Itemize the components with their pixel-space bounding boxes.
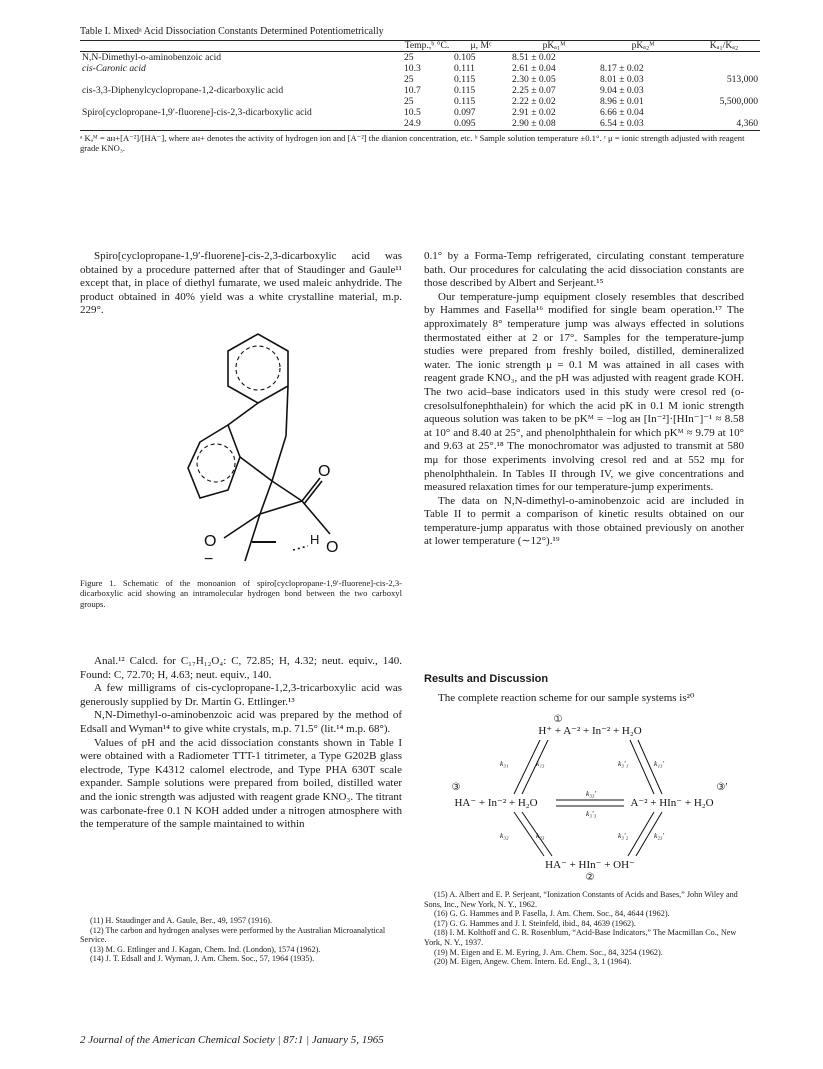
- bond: [260, 481, 272, 514]
- rate-constant: k₂₃: [536, 831, 545, 840]
- table-cell: 2.90 ± 0.08: [512, 118, 556, 129]
- left-footnotes: [80, 916, 402, 964]
- left-column-bottom: [80, 655, 402, 832]
- rate-constant: k₃₃′: [586, 789, 597, 798]
- table-row: [80, 63, 760, 74]
- right-column: [424, 250, 744, 549]
- page-footer: 2 Journal of the American Chemical Society | 87:1 | January 5, 1965: [80, 1034, 384, 1046]
- bond: [302, 478, 320, 501]
- bond: [286, 386, 288, 436]
- bond: [245, 514, 260, 561]
- rate-constant: k₃′₃: [586, 809, 597, 818]
- figure-1-structure: [180, 318, 380, 580]
- col-header-pka1: pKₐ₁ᴹ: [542, 40, 566, 51]
- rate-constant: k₂₃′: [654, 831, 665, 840]
- equilibrium-arrow: [628, 812, 654, 856]
- footnote: (16) G. G. Hammes and P. Fasella, J. Am. Chem. Soc., 84, 4644 (1962).: [434, 909, 670, 919]
- footnote: (13) M. G. Ettlinger and J. Kagan, Chem. Ind. (London), 1574 (1962).: [90, 944, 321, 954]
- state-1: H⁺ + A⁻² + In⁻² + H₂O: [538, 725, 642, 737]
- table-row: [80, 85, 760, 96]
- table-cell: 8.51 ± 0.02: [512, 52, 556, 63]
- table-cell: cis-3,3-Diphenylcyclopropane-1,2-dicarboxylic acid: [82, 85, 284, 96]
- table-cell: 24.9: [404, 118, 421, 129]
- table-cell: [598, 52, 688, 63]
- table-row: [80, 52, 760, 63]
- paragraph: Anal.¹² Calcd. for C₁₇H₁₂O₄: C, 72.85; H, 4.32; neut. equiv., 140. Found: C, 72.70; H, 4.63; neut. equiv., 140.: [80, 655, 402, 681]
- rate-constant: k₁₃′: [654, 759, 665, 768]
- paragraph: Values of pH and the acid dissociation constants shown in Table I were obtained with a Radiometer TTT-1 titrimeter, a Type G202B glass electrode, Type K4312 calomel electrode, and Type PHA 630T scale expander. Sample solutions were prepared from boiled, distilled water and the ionic strength was adjusted with reagent grade KNO₃. The titrant was carbonate-free 0.1 N KOH added under a nitrogen atmosphere with the temperature of the sample maintained to within: [80, 736, 402, 831]
- paragraph: The complete reaction scheme for our sample systems is²⁰: [438, 692, 695, 704]
- paragraph: 0.1° by a Forma-Temp refrigerated, circulating constant temperature bath. Our procedures for calculating the acid dissociation constants are those described by Albert and Serjeant.¹⁵: [424, 250, 744, 290]
- atom-label: H: [310, 532, 320, 547]
- footnote: (18) I. M. Kolthoff and C. R. Rosenblum, “Acid-Base Indicators,” The Macmillan Co., New York, N. Y., 1937.: [424, 928, 737, 947]
- section-heading: Results and Discussion: [424, 673, 549, 685]
- bond: [272, 481, 302, 501]
- bond: [304, 481, 322, 504]
- bond: [272, 436, 286, 481]
- table-cell: N,N-Dimethyl-o-aminobenzoic acid: [82, 52, 222, 63]
- table-cell: 2.61 ± 0.04: [512, 63, 556, 74]
- figure-caption: Figure 1. Schematic of the monoanion of spiro[cyclopropane-1,9′-fluorene]-cis-2,3-dicarboxylic acid showing an intramolecular hydrogen bond between the two carboxyl groups.: [80, 578, 402, 609]
- footnote: (20) M. Eigen, Angew. Chem. Intern. Ed. Engl., 3, 1 (1964).: [434, 957, 632, 967]
- col-header-ionic-strength: μ, Mᶜ: [470, 40, 492, 51]
- rate-constant: k₃′₁: [618, 759, 629, 768]
- table-cell: 25: [404, 74, 414, 85]
- lower-benzene-ring: [188, 425, 240, 498]
- rate-constant: k₁₃: [536, 759, 545, 768]
- upper-benzene-ring: [228, 334, 288, 403]
- table-i: [80, 26, 760, 153]
- table-cell: [688, 107, 760, 118]
- paragraph: N,N-Dimethyl-o-aminobenzoic acid was prepared by the method of Edsall and Wyman¹⁴ to give white crystals, m.p. 71.5° (lit.¹⁴ m.p. 68°).: [80, 709, 402, 735]
- hydrogen-bond: [293, 546, 308, 550]
- state-3-prime: A⁻² + HIn⁻ + H₂O: [630, 797, 714, 809]
- table-cell: 10.5: [404, 107, 421, 118]
- table-cell: 0.095: [454, 118, 476, 129]
- footnote: (14) J. T. Edsall and J. Wyman, J. Am. Chem. Soc., 57, 1964 (1935).: [90, 954, 315, 964]
- footnote: (19) M. Eigen and E. M. Eyring, J. Am. Chem. Soc., 84, 3254 (1962).: [434, 947, 663, 957]
- table-cell: 8.17 ± 0.02: [600, 63, 644, 74]
- table-cell: 0.115: [454, 85, 476, 96]
- atom-label: O: [318, 463, 331, 480]
- state-label: ③′: [716, 782, 728, 793]
- footnote: (17) G. G. Hammes and J. I. Steinfeld, ibid., 84, 4639 (1962).: [434, 918, 636, 928]
- table-cell: 10.3: [404, 63, 421, 74]
- table-cell: [688, 85, 760, 96]
- table-cell: 513,000: [726, 74, 758, 85]
- table-cell: 6.66 ± 0.04: [600, 107, 644, 118]
- col-header-ratio: Kₐ₁/Kₐ₂: [709, 40, 739, 51]
- table-cell: cis-Caronic acid: [82, 63, 146, 74]
- atom-label: O: [204, 533, 217, 550]
- table-cell: 2.30 ± 0.05: [512, 74, 556, 85]
- atom-label: O: [326, 539, 339, 556]
- table-cell: 0.105: [454, 52, 476, 63]
- table-cell: 6.54 ± 0.03: [600, 118, 644, 129]
- right-footnotes: [424, 890, 744, 967]
- rate-constant: k₃₂: [500, 831, 509, 840]
- table-bottom-rule: [80, 130, 760, 131]
- table-cell: [80, 118, 402, 129]
- footnote: (15) A. Albert and E. P. Serjeant, “Ionization Constants of Acids and Bases,” John Wiley and Sons, Inc., New York, N. Y., 1962.: [424, 890, 738, 909]
- bond: [240, 457, 272, 481]
- equilibrium-arrow: [522, 812, 552, 856]
- table-row: [80, 96, 760, 107]
- bond: [224, 514, 260, 538]
- paragraph: The data on N,N-dimethyl-o-aminobenzoic acid are included in Table II to permit a comparison of kinetic results obtained on our temperature-jump apparatus with those obtained previously on another at lower temperature (∼12°).¹⁹: [424, 494, 744, 548]
- table-cell: [688, 52, 760, 63]
- paragraph: Spiro[cyclopropane-1,9′-fluorene]-cis-2,3-dicarboxylic acid was obtained by a procedure patterned after that of Staudinger and Gaule¹¹ except that, in place of diethyl fumarate, we used maleic anhydride. The product obtained in 40% yield was a white crystalline material, m.p. 229°.: [80, 250, 402, 317]
- data-table: [80, 41, 760, 129]
- table-cell: 8.01 ± 0.03: [600, 74, 644, 85]
- table-row: [80, 74, 760, 85]
- table-cell: 0.115: [454, 74, 476, 85]
- table-header-row: [80, 41, 760, 51]
- table-footnote: ᵃ Kₐᴹ = aʜ+[A⁻²]/[HA⁻], where aʜ+ denotes the activity of hydrogen ion and [A⁻²] the dianion concentration, etc. ᵇ Sample solution temperature ±0.1°. ᶜ μ = ionic strength adjusted with reagent grade KNO₃.: [80, 133, 745, 153]
- table-cell: 2.25 ± 0.07: [512, 85, 556, 96]
- state-3: HA⁻ + In⁻² + H₂O: [454, 797, 538, 809]
- table-cell: 4,360: [736, 118, 758, 129]
- table-cell: 8.96 ± 0.01: [600, 96, 644, 107]
- table-cell: 5,500,000: [719, 96, 758, 107]
- results-intro: [424, 692, 744, 706]
- table-cell: 10.7: [404, 85, 421, 96]
- bond: [260, 501, 302, 514]
- bond: [228, 403, 258, 425]
- table-cell: Spiro[cyclopropane-1,9′-fluorene]-cis-2,3-dicarboxylic acid: [82, 107, 312, 118]
- table-cell: 2.91 ± 0.02: [512, 107, 556, 118]
- col-header-pka2: pKₐ₂ᴹ: [631, 40, 655, 51]
- rate-constant: k₃′₂: [618, 831, 629, 840]
- table-cell: 0.097: [454, 107, 476, 118]
- paragraph: A few milligrams of cis-cyclopropane-1,2,3-tricarboxylic acid was generously supplied by Dr. Martin G. Ettlinger.¹³: [80, 682, 402, 708]
- bond: [302, 501, 330, 534]
- table-cell: 0.111: [454, 63, 475, 74]
- col-header-compound: [80, 41, 402, 51]
- reaction-scheme: [440, 714, 740, 882]
- table-cell: 25: [404, 52, 414, 63]
- table-row: [80, 118, 760, 129]
- footnote: (12) The carbon and hydrogen analyses were performed by the Australian Microanalytical Service.: [80, 925, 386, 945]
- footnote: (11) H. Staudinger and A. Gaule, Ber., 49, 1957 (1916).: [90, 916, 273, 925]
- table-title: Table I. Mixedᵃ Acid Dissociation Constants Determined Potentiometrically: [80, 26, 384, 37]
- state-label: ①: [553, 714, 563, 725]
- state-label: ②: [585, 872, 595, 882]
- state-2: HA⁻ + HIn⁻ + OH⁻: [545, 859, 635, 871]
- table-cell: [80, 74, 402, 85]
- left-column-top: [80, 250, 402, 318]
- table-cell: [80, 96, 402, 107]
- rate-constant: k₃₁: [500, 759, 509, 768]
- table-cell: 9.04 ± 0.03: [600, 85, 644, 96]
- table-row: [80, 107, 760, 118]
- table-cell: 0.115: [454, 96, 476, 107]
- col-header-temp: Temp.,ᵇ °C.: [404, 40, 450, 51]
- table-cell: [688, 63, 760, 74]
- table-cell: 25: [404, 96, 414, 107]
- table-cell: 2.22 ± 0.02: [512, 96, 556, 107]
- charge-label: −: [204, 551, 214, 568]
- state-label: ③: [451, 782, 461, 793]
- paragraph: Our temperature-jump equipment closely resembles that described by Hammes and Fasella¹⁶ modified for single beam operation.¹⁷ The approximately 8° temperature jump was always effected in solutions thermostated either at 2 or 17°. Samples for the temperature-jump studies were prepared from freshly boiled, distilled, demineralized water. The ionic strength μ = 0.1 M was attained in all cases with reagent grade KNO₃, and the pH was adjusted with reagent grade KOH. The two acid–base indicators used in this study were cresol red (o-cresolsulfonephthalein) for which the acid pK in 0.1 M ionic strength aqueous solution was taken to be pKᴹ = −log aʜ [In⁻²]·[HIn⁻]⁻¹ ≈ 8.58 at 10° and 8.40 at 25°, and phenolphthalein for which pKᴹ ≈ 9.79 at 10° and 9.63 at 25°.¹⁸ The monochromator was adjusted to transmit at 580 mμ for those experiments involving cresol red and at 552 mμ for phenolphthalein. In Tables II through IV, we give concentrations and measured relaxation times for our temperature-jump experiments.: [424, 290, 744, 494]
